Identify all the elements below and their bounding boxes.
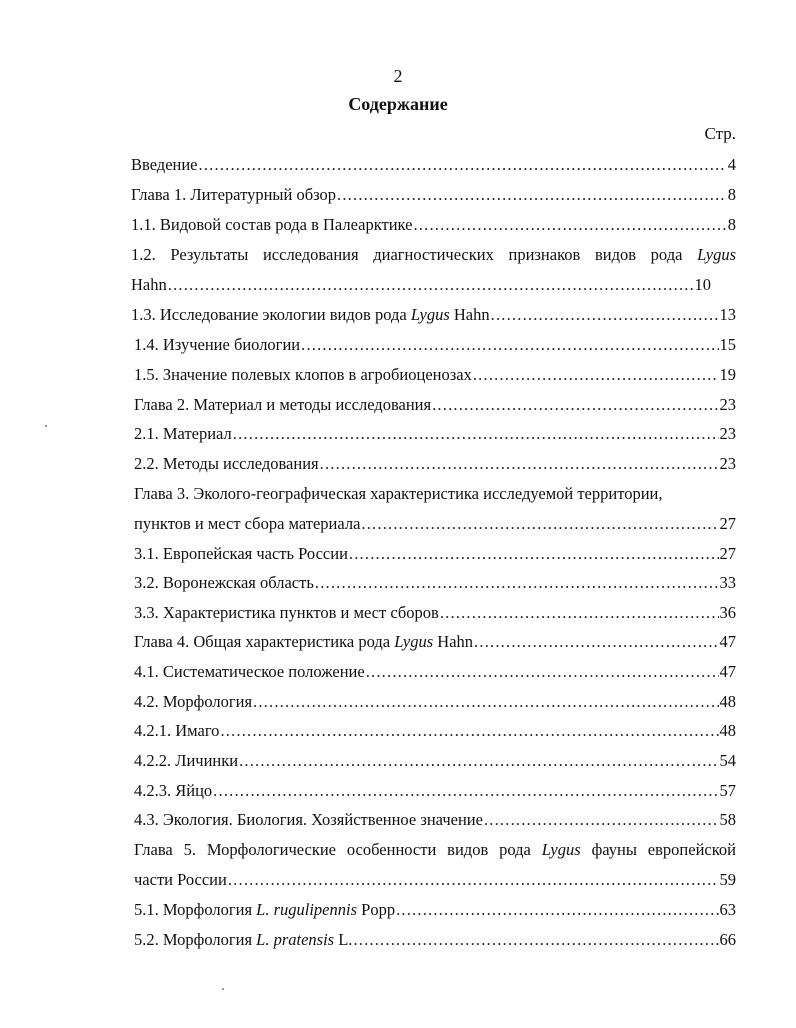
toc-entry: 4.3. Экология. Биология. Хозяйственное значение ..... 58: [134, 809, 736, 831]
toc-entry: 4.2.2. Личинки ..... 54: [134, 750, 736, 772]
toc-entry: 3.2. Воронежская область ..... 33: [134, 572, 736, 594]
toc-entry-continuation: части России ..... 59: [134, 869, 736, 891]
toc-entry: 1.2. Результаты исследования диагностических признаков видов рода Lygus: [131, 245, 736, 264]
toc-entry: 3.3. Характеристика пунктов и мест сборов ..... 36: [134, 602, 736, 624]
toc-entry: 2.2. Методы исследования ..... 23: [134, 453, 736, 475]
toc-entry: 5.1. Морфология L. rugulipennis Popp ..... 63: [134, 899, 736, 921]
scan-speck: [45, 425, 47, 427]
toc-entry: Глава 3. Эколого-географическая характеристика исследуемой территории,: [134, 484, 663, 503]
toc-entry: Введение ..... 4: [131, 154, 736, 176]
toc-entry: 1.4. Изучение биологии ..... 15: [134, 334, 736, 356]
toc-entry: 4.1. Систематическое положение ..... 47: [134, 661, 736, 683]
toc-entry: 4.2. Морфология ..... 48: [134, 691, 736, 713]
toc-entry: Глава 2. Материал и методы исследования ..... 23: [134, 394, 736, 416]
toc-entry: 2.1. Материал ..... 23: [134, 423, 736, 445]
toc-entry-continuation: пунктов и мест сбора материала ..... 27: [134, 513, 736, 535]
toc-entry: 1.3. Исследование экологии видов рода Lygus Hahn ..... 13: [131, 304, 736, 326]
toc-entry: Глава 1. Литературный обзор ..... 8: [131, 184, 736, 206]
toc-entry: Глава 4. Общая характеристика рода Lygus Hahn ..... 47: [134, 631, 736, 653]
toc-entry: Глава 5. Морфологические особенности видов рода Lygus фауны европейской: [134, 840, 736, 859]
toc-entry-continuation: Hahn ..... 10: [131, 274, 711, 296]
toc-entry: 4.2.3. Яйцо ..... 57: [134, 780, 736, 802]
scan-speck: [222, 988, 224, 990]
page-number: 2: [393, 66, 403, 86]
toc-entry: 3.1. Европейская часть России ..... 27: [134, 543, 736, 565]
page-column-label: Стр.: [704, 124, 736, 143]
toc-entry: 1.5. Значение полевых клопов в агробиоценозах ..... 19: [134, 364, 736, 386]
toc-entry: 4.2.1. Имаго ..... 48: [134, 720, 736, 742]
toc-entry: 5.2. Морфология L. pratensis L. ..... 66: [134, 929, 736, 951]
toc-entry: 1.1. Видовой состав рода в Палеарктике ..... 8: [131, 214, 736, 236]
page-title: Содержание: [348, 94, 448, 114]
